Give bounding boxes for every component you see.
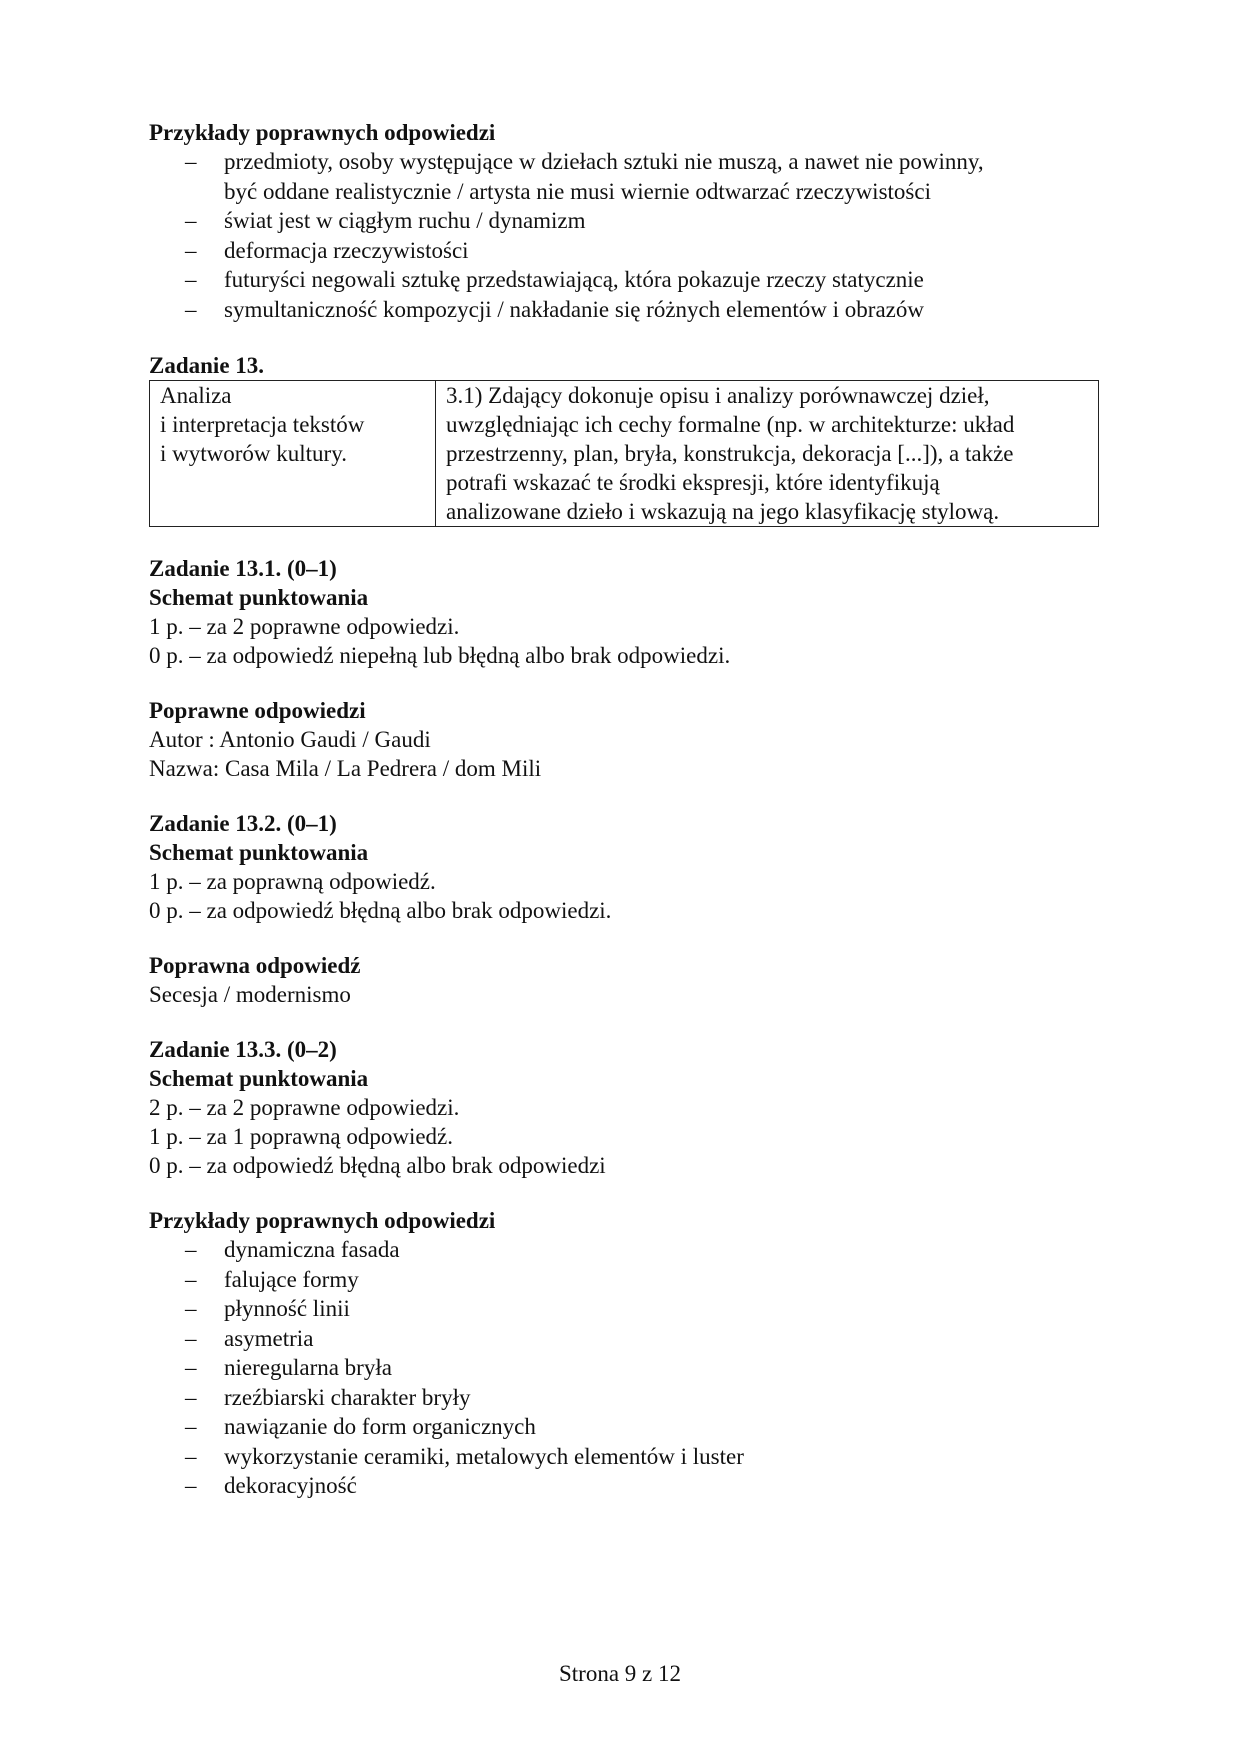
- answer-line: Autor : Antonio Gaudi / Gaudi: [149, 727, 431, 752]
- list-item-text: deformacja rzeczywistości: [224, 237, 469, 263]
- examples-heading: Przykłady poprawnych odpowiedzi: [149, 1208, 496, 1233]
- list-item: [149, 206, 1099, 236]
- table-cell-line: potrafi wskazać te środki ekspresji, które identyfikują: [446, 470, 940, 495]
- task-13-1-heading: Zadanie 13.1. (0–1): [149, 556, 337, 581]
- dash-bullet: –: [185, 1473, 197, 1498]
- table-cell-line: uwzględniając ich cechy formalne (np. w architekturze: układ: [446, 412, 1015, 437]
- list-item: [149, 1235, 1099, 1265]
- spacer: [149, 925, 1099, 951]
- table-cell-area: [150, 381, 436, 527]
- table-row: [150, 381, 1099, 527]
- table-cell-line: Analiza: [160, 383, 232, 408]
- list-item: [149, 265, 1099, 295]
- requirements-table: [149, 380, 1099, 527]
- spacer: [149, 783, 1099, 809]
- list-item-text: dynamiczna fasada: [224, 1237, 400, 1262]
- dash-bullet: –: [185, 1296, 197, 1321]
- dash-bullet: –: [185, 237, 197, 263]
- answers-heading: Poprawna odpowiedź: [149, 953, 361, 978]
- spacer: [149, 324, 1099, 351]
- dash-bullet: –: [185, 1266, 197, 1292]
- list-item-text: być oddane realistycznie / artysta nie musi wiernie odtwarzać rzeczywistości: [224, 178, 931, 204]
- dash-bullet: –: [185, 1384, 197, 1410]
- list-item-text: dekoracyjność: [224, 1473, 357, 1498]
- scoring-line: 0 p. – za odpowiedź niepełną lub błędną albo brak odpowiedzi.: [149, 643, 731, 668]
- list-item-text: symultaniczność kompozycji / nakładanie się różnych elementów i obrazów: [224, 296, 924, 322]
- list-item-text: nieregularna bryła: [224, 1355, 392, 1380]
- scoring-line: 1 p. – za 1 poprawną odpowiedź.: [149, 1124, 454, 1149]
- examples-list: [149, 147, 1099, 324]
- table-cell-line: i interpretacja tekstów: [160, 412, 365, 437]
- list-item-text: rzeźbiarski charakter bryły: [224, 1384, 471, 1410]
- spacer: [149, 670, 1099, 696]
- table-cell-line: 3.1) Zdający dokonuje opisu i analizy porównawczej dzieł,: [446, 383, 990, 408]
- scoring-line: 2 p. – za 2 poprawne odpowiedzi.: [149, 1095, 460, 1120]
- scoring-line: 0 p. – za odpowiedź błędną albo brak odpowiedzi.: [149, 898, 612, 923]
- list-item: [149, 1324, 1099, 1354]
- task-13-heading: Zadanie 13.: [149, 353, 265, 378]
- list-item-text: asymetria: [224, 1325, 314, 1351]
- dash-bullet: –: [185, 296, 197, 322]
- answers-heading: Poprawne odpowiedzi: [149, 698, 366, 723]
- list-item-text: nawiązanie do form organicznych: [224, 1414, 536, 1439]
- scoring-line: 1 p. – za poprawną odpowiedź.: [149, 869, 436, 894]
- task-13-3-heading: Zadanie 13.3. (0–2): [149, 1037, 337, 1062]
- scoring-line: 0 p. – za odpowiedź błędną albo brak odpowiedzi: [149, 1153, 606, 1178]
- examples-heading: Przykłady poprawnych odpowiedzi: [149, 120, 496, 145]
- list-item: [149, 295, 1099, 325]
- list-item-text: płynność linii: [224, 1296, 350, 1321]
- list-item: [149, 147, 1099, 206]
- page-number: Strona 9 z 12: [558, 1661, 681, 1686]
- examples-list: [149, 1235, 1099, 1501]
- dash-bullet: –: [185, 208, 197, 233]
- table-cell-line: przestrzenny, plan, bryła, konstrukcja, dekoracja [...]), a także: [446, 441, 1014, 466]
- list-item-text: futuryści negowali sztukę przedstawiającą, która pokazuje rzeczy statycznie: [224, 267, 924, 292]
- dash-bullet: –: [185, 1237, 197, 1262]
- spacer: [149, 1009, 1099, 1035]
- answer-line: Secesja / modernismo: [149, 982, 351, 1007]
- list-item-text: wykorzystanie ceramiki, metalowych elementów i luster: [224, 1443, 744, 1469]
- list-item-text: falujące formy: [224, 1266, 359, 1292]
- dash-bullet: –: [185, 267, 197, 292]
- list-item: [149, 1294, 1099, 1324]
- spacer: [149, 527, 1099, 554]
- list-item-text: przedmioty, osoby występujące w dziełach sztuki nie muszą, a nawet nie powinny,: [224, 149, 984, 174]
- dash-bullet: –: [185, 149, 197, 174]
- table-cell-line: i wytworów kultury.: [160, 441, 347, 466]
- scoring-line: 1 p. – za 2 poprawne odpowiedzi.: [149, 614, 460, 639]
- scoring-heading: Schemat punktowania: [149, 585, 369, 610]
- spacer: [149, 1180, 1099, 1206]
- answer-line: Nazwa: Casa Mila / La Pedrera / dom Mili: [149, 756, 542, 781]
- list-item: [149, 1383, 1099, 1413]
- task-13-2-heading: Zadanie 13.2. (0–1): [149, 811, 337, 836]
- dash-bullet: –: [185, 1355, 197, 1380]
- page-content: [149, 118, 1099, 1501]
- scoring-heading: Schemat punktowania: [149, 840, 369, 865]
- list-item: [149, 1265, 1099, 1295]
- scoring-heading: Schemat punktowania: [149, 1066, 369, 1091]
- list-item: [149, 1412, 1099, 1442]
- list-item: [149, 1442, 1099, 1472]
- table-cell-requirement: [436, 381, 1099, 527]
- dash-bullet: –: [185, 1414, 197, 1439]
- dash-bullet: –: [185, 1325, 197, 1351]
- dash-bullet: –: [185, 1443, 197, 1469]
- list-item: [149, 1353, 1099, 1383]
- list-item: [149, 236, 1099, 266]
- list-item: [149, 1471, 1099, 1501]
- table-cell-line: analizowane dzieło i wskazują na jego klasyfikację stylową.: [446, 499, 1000, 524]
- list-item-text: świat jest w ciągłym ruchu / dynamizm: [224, 208, 586, 233]
